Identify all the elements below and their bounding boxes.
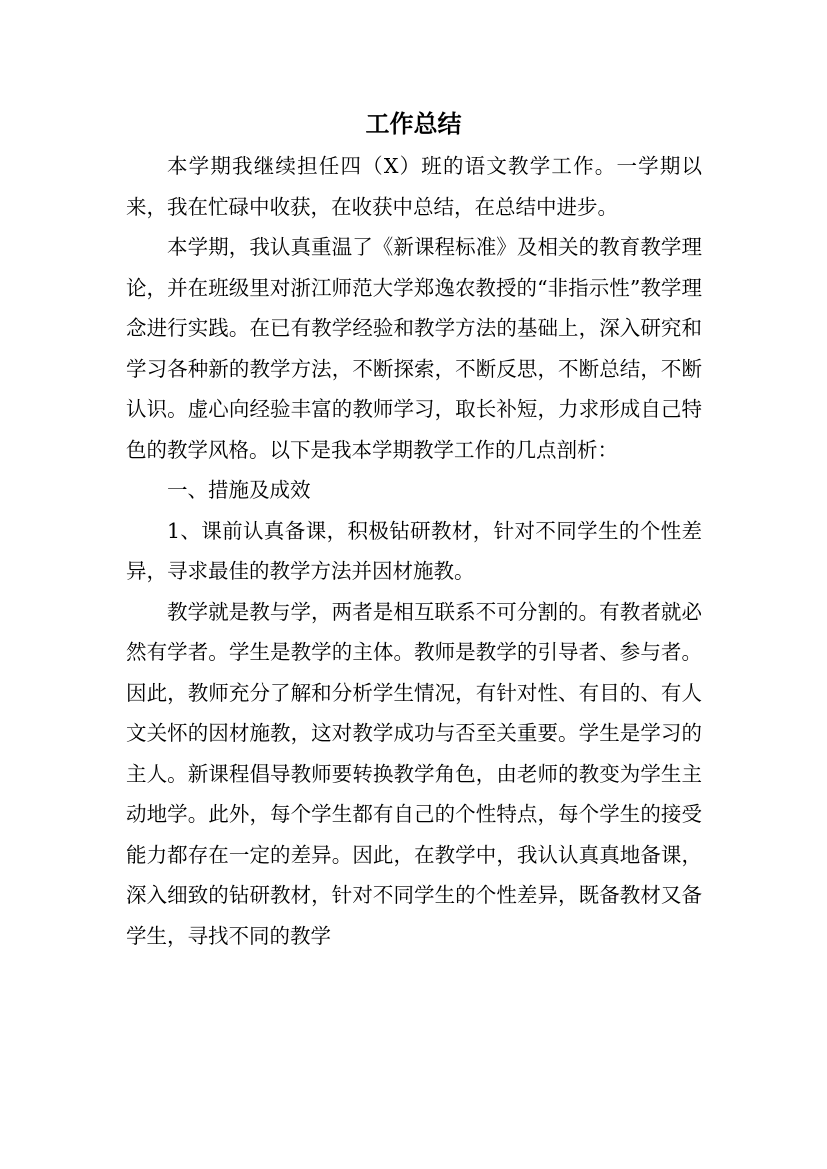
- paragraph-intro: 本学期我继续担任四（X）班的语文教学工作。一学期以来，我在忙碌中收获，在收获中总结，在总结中进步。: [126, 154, 702, 219]
- document-title: 工作总结: [365, 109, 462, 138]
- section-heading-measures: 一、措施及成效: [167, 478, 311, 502]
- paragraph-teaching: 教学就是教与学，两者是相互联系不可分割的。有教者就必然有学者。学生是教学的主体。教师是教学的引导者、参与者。因此，教师充分了解和分析学生情况，有针对性、有目的、有人文关怀的因材施教，这对教学成功与否至关重要。学生是学习的主人。新课程倡导教师要转换教学角色，由老师的教变为学生主动地学。此外，每个学生都有自己的个性特点，每个学生的接受能力都存在一定的差异。因此，在教学中，我认认真真地备课，深入细致的钻研教材，针对不同学生的个性差异，既备教材又备学生，寻找不同的教学: [126, 599, 702, 948]
- paragraph-study: 本学期，我认真重温了《新课程标准》及相关的教育教学理论，并在班级里对浙江师范大学郑逸农教授的“非指示性”教学理念进行实践。在已有教学经验和教学方法的基础上，深入研究和学习各种新的教学方法，不断探索，不断反思，不断总结，不断认识。虚心向经验丰富的教师学习，取长补短，力求形成自己特色的教学风格。以下是我本学期教学工作的几点剖析：: [126, 235, 702, 462]
- paragraph-item-1: 1、课前认真备课，积极钻研教材，针对不同学生的个性差异，寻求最佳的教学方法并因材施教。: [126, 518, 702, 583]
- document-body: [126, 146, 702, 956]
